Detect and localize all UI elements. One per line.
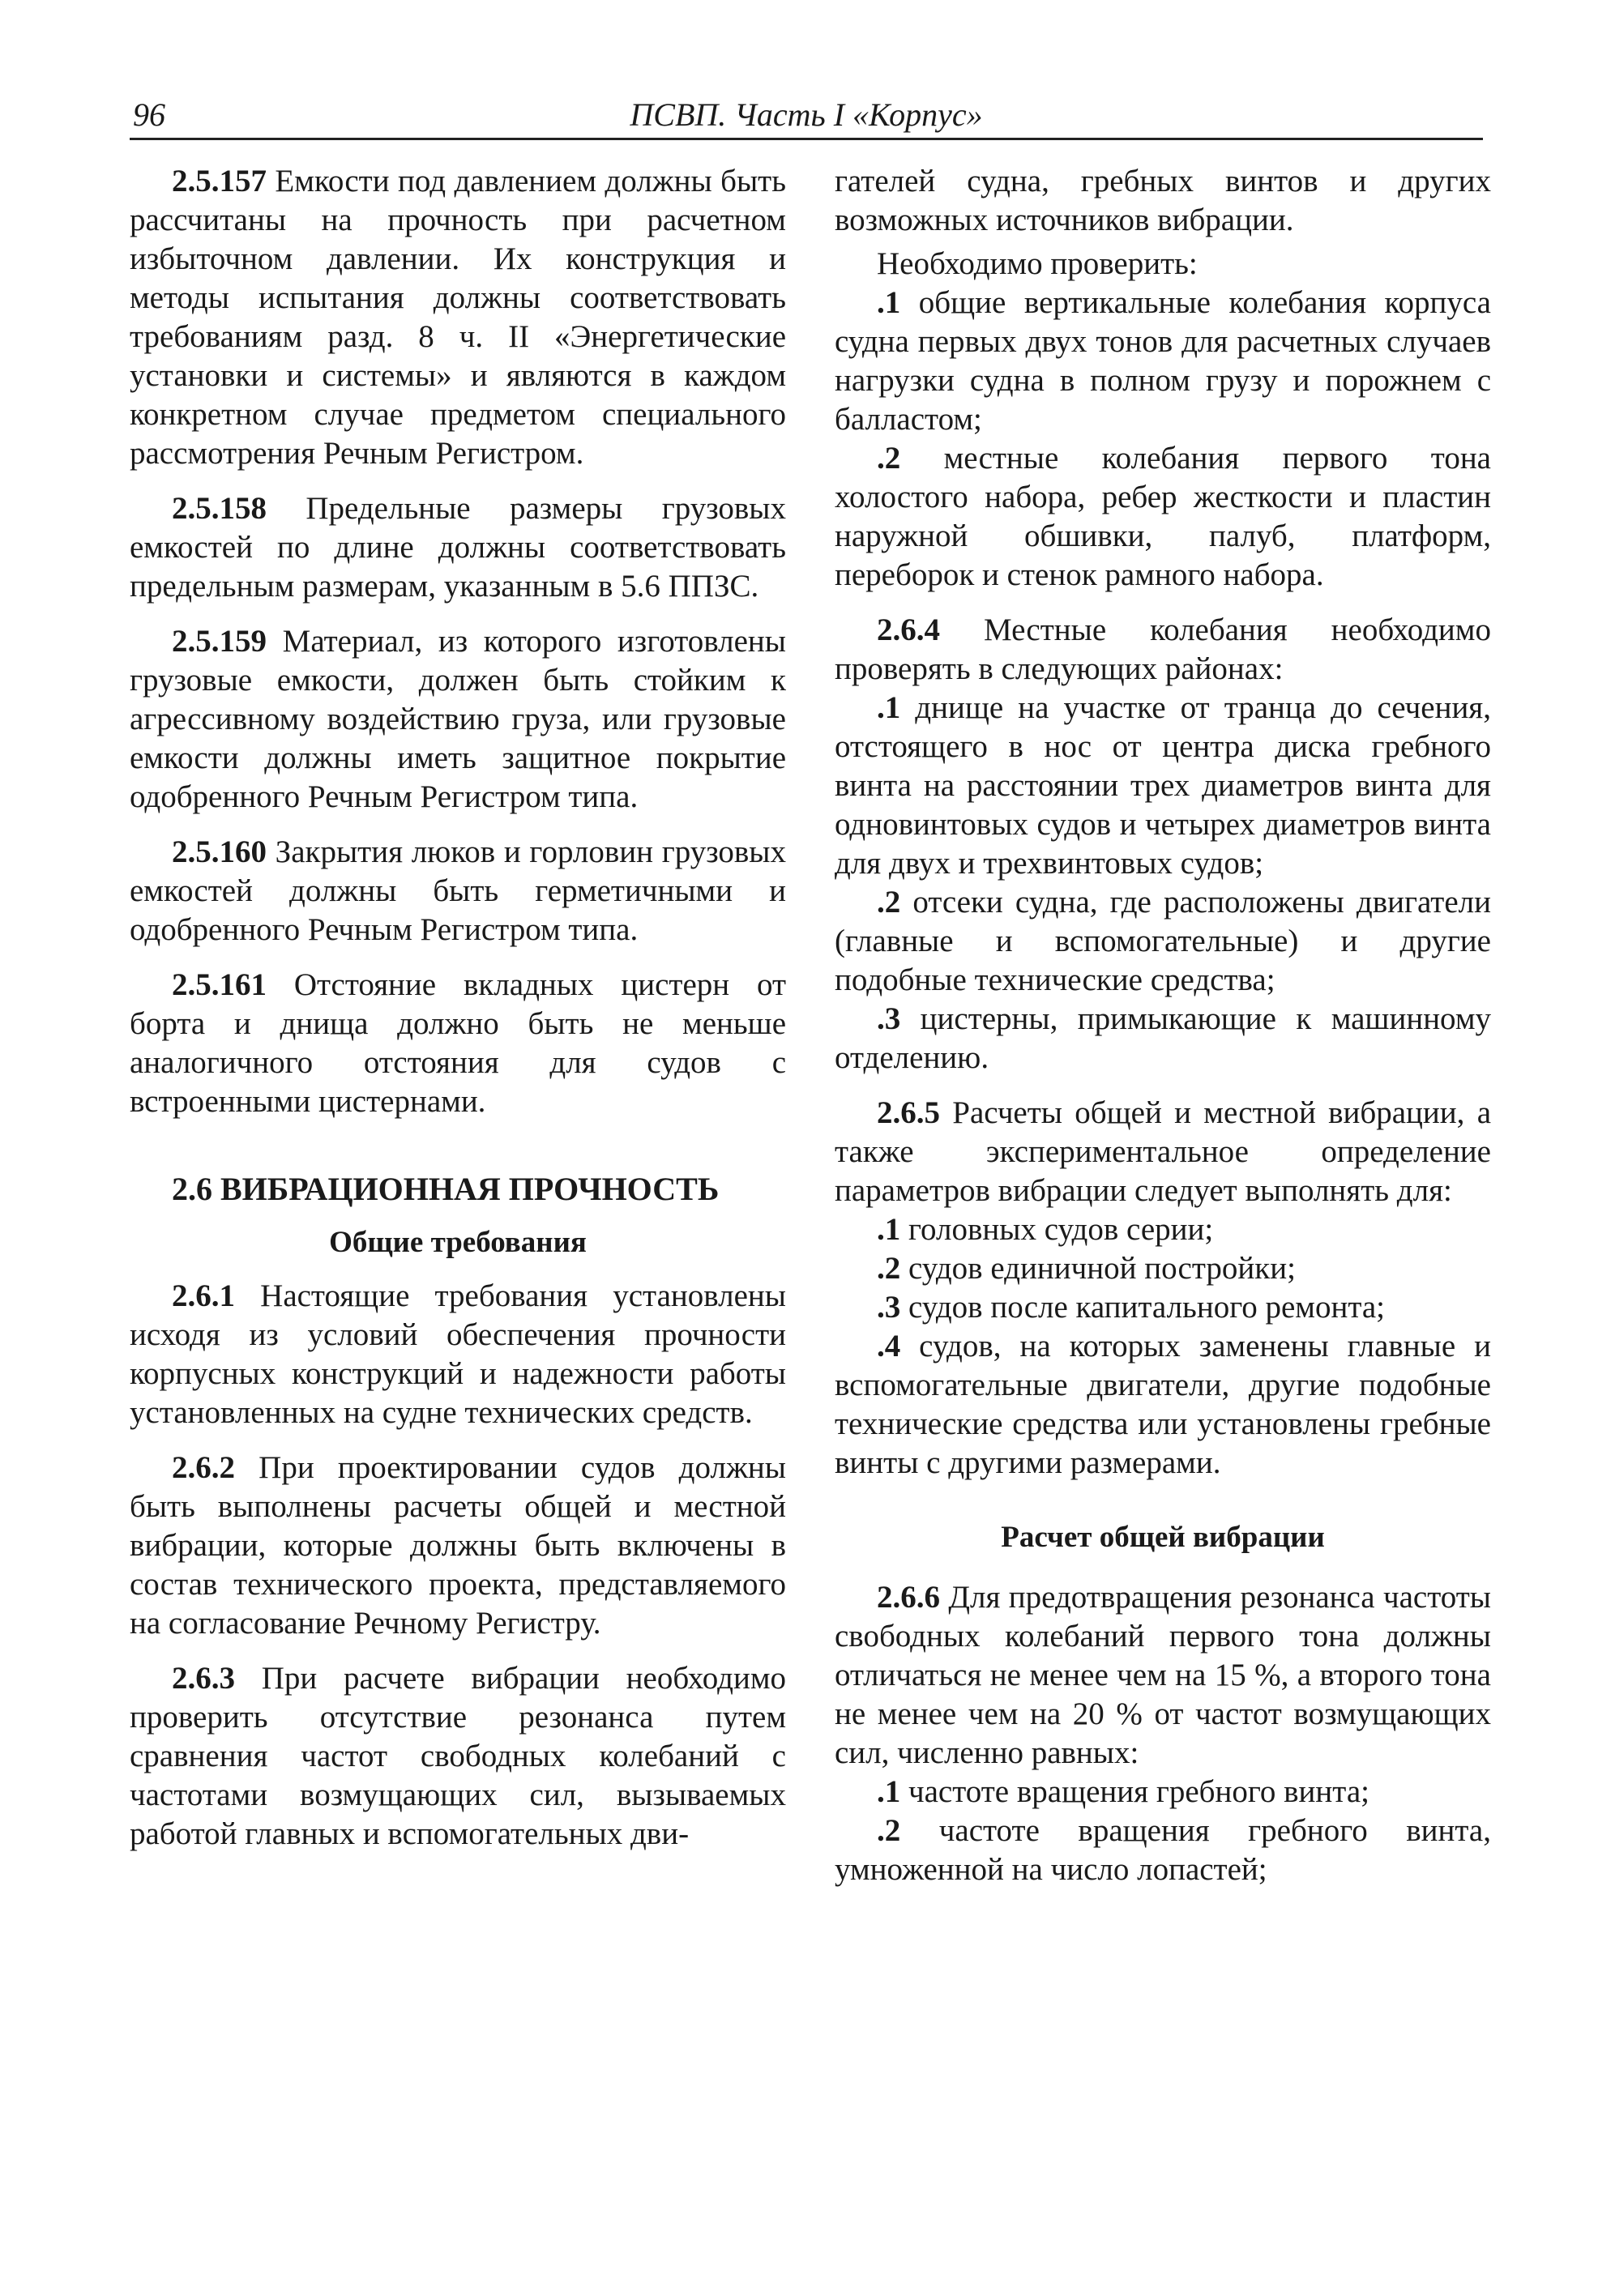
item-number: .3	[877, 1290, 901, 1325]
item-number: .1	[877, 285, 901, 320]
item-number: .3	[877, 1001, 901, 1036]
page-header	[130, 91, 1483, 140]
clause-2-6-2	[130, 1449, 786, 1643]
clause-number: 2.5.159	[172, 624, 267, 659]
clause-number: 2.5.158	[172, 491, 267, 526]
item-text: местные колебания первого тона холостого набора, ребер жесткости и пластин наружной обшивки, палуб, платформ, переборок и стенок рамного набора.	[835, 441, 1491, 592]
clause-text: Закрытия люков и горловин грузовых емкостей должны быть герметичными и одобренного Речным Регистром типа.	[130, 834, 786, 947]
item-text: частоте вращения гребного винта;	[900, 1774, 1369, 1809]
item-text: общие вертикальные колебания корпуса судна первых двух тонов для расчетных случаев нагрузки судна в полном грузу и порожнем с балластом;	[835, 285, 1491, 437]
continuation-text: гателей судна, гребных винтов и других возможных источников вибрации.	[835, 164, 1491, 237]
clause-text: Настоящие требования установлены исходя из условий обеспечения прочности корпусных конструкций и надежности работы установленных на судне технических средств.	[130, 1278, 786, 1430]
list-item	[835, 883, 1491, 1000]
clause-2-5-157	[130, 162, 786, 473]
left-column	[130, 162, 786, 1854]
item-text: цистерны, примыкающие к машинному отделению.	[835, 1001, 1491, 1075]
clause-2-6-6	[835, 1578, 1491, 1773]
clause-number: 2.6.1	[172, 1278, 235, 1313]
list-item	[835, 439, 1491, 595]
clause-number: 2.6.5	[877, 1095, 940, 1130]
list-item	[835, 284, 1491, 439]
clause-2-6-5	[835, 1094, 1491, 1210]
item-number: .2	[877, 885, 901, 920]
item-number: .1	[877, 690, 901, 725]
clause-number: 2.6.4	[877, 612, 940, 647]
item-number: .2	[877, 1251, 901, 1286]
item-text: судов единичной постройки;	[900, 1251, 1296, 1286]
clause-2-6-4	[835, 611, 1491, 689]
item-number: .2	[877, 1813, 901, 1848]
clause-text: Отстояние вкладных цистерн от борта и днища должно быть не меньше аналогичного отстояния для судов с встроенными цистернами.	[130, 967, 786, 1119]
item-text: головных судов серии;	[900, 1212, 1214, 1247]
clause-number: 2.6.2	[172, 1450, 235, 1485]
list-item	[835, 689, 1491, 883]
clause-text: Для предотвращения резонанса частоты свободных колебаний первого тона должны отличаться не менее чем на 15 %, а второго тона не менее чем на 20 % от частот возмущающих сил, численно равных:	[835, 1580, 1491, 1770]
list-item	[835, 1812, 1491, 1889]
item-text: судов после капитального ремонта;	[900, 1290, 1386, 1325]
clause-2-5-160	[130, 833, 786, 950]
clause-2-5-161	[130, 966, 786, 1121]
item-number: .4	[877, 1329, 901, 1364]
list-item	[835, 1773, 1491, 1812]
item-text: отсеки судна, где расположены двигатели (главные и вспомогательные) и другие подобные технические средства;	[835, 885, 1491, 997]
list-item	[835, 1288, 1491, 1327]
list-item	[835, 1210, 1491, 1249]
clause-text: Расчеты общей и местной вибрации, а также экспериментальное определение параметров вибрации следует выполнять для:	[835, 1095, 1491, 1208]
item-number: .1	[877, 1774, 901, 1809]
clause-2-6-1	[130, 1277, 786, 1432]
item-text: днище на участке от транца до сечения, отстоящего в нос от центра диска гребного винта на расстоянии трех диаметров винта для одновинтовых судов и четырех диаметров винта для двух и трехвинтовых судов;	[835, 690, 1491, 881]
clause-number: 2.5.157	[172, 164, 267, 198]
item-number: .2	[877, 441, 901, 476]
list-item	[835, 1249, 1491, 1288]
list-item	[835, 1000, 1491, 1078]
clause-number: 2.6.6	[877, 1580, 940, 1615]
item-text: судов, на которых заменены главные и вспомогательные двигатели, другие подобные технические средства или установлены гребные винты с другими размерами.	[835, 1329, 1491, 1480]
clause-text: При проектировании судов должны быть выполнены расчеты общей и местной вибрации, которые должны быть включены в состав технического проекта, представляемого на согласование Речному Регистру.	[130, 1450, 786, 1641]
clause-2-5-158	[130, 489, 786, 606]
clause-2-5-159	[130, 622, 786, 817]
subheading-general-vibration: Расчет общей вибрации	[1001, 1521, 1325, 1554]
clause-number: 2.5.160	[172, 834, 267, 869]
clause-text: Местные колебания необходимо проверять в следующих районах:	[835, 612, 1491, 686]
check-intro: Необходимо проверить:	[877, 246, 1198, 281]
clause-2-6-3	[130, 1659, 786, 1854]
list-item	[835, 1327, 1491, 1483]
right-column	[835, 162, 1491, 1889]
subheading-general-requirements: Общие требования	[329, 1226, 587, 1259]
section-heading-2-6: 2.6 ВИБРАЦИОННАЯ ПРОЧНОСТЬ	[172, 1171, 720, 1207]
clause-number: 2.5.161	[172, 967, 267, 1002]
item-number: .1	[877, 1212, 901, 1247]
clause-text: Емкости под давлением должны быть рассчитаны на прочность при расчетном избыточном давлении. Их конструкция и методы испытания должны соответствовать требованиям разд. 8 ч. II «Энергетические установки и системы» и являются в каждом конкретном случае предметом специального рассмотрения Речным Регистром.	[130, 164, 786, 471]
running-title: ПСВП. Часть I «Корпус»	[630, 96, 983, 133]
clause-number: 2.6.3	[172, 1661, 235, 1696]
clause-text: Материал, из которого изготовлены грузовые емкости, должен быть стойким к агрессивному воздействию груза, или грузовые емкости должны иметь защитное покрытие одобренного Речным Регистром типа.	[130, 624, 786, 814]
item-text: частоте вращения гребного винта, умноженной на число лопастей;	[835, 1813, 1491, 1887]
clause-text: Предельные размеры грузовых емкостей по длине должны соответствовать предельным размерам, указанным в 5.6 ППЗС.	[130, 491, 786, 604]
clause-text: При расчете вибрации необходимо проверить отсутствие резонанса путем сравнения частот свободных колебаний с частотами возмущающих сил, вызываемых работой главных и вспомогательных дви-	[130, 1661, 786, 1851]
page-number: 96	[133, 96, 165, 133]
